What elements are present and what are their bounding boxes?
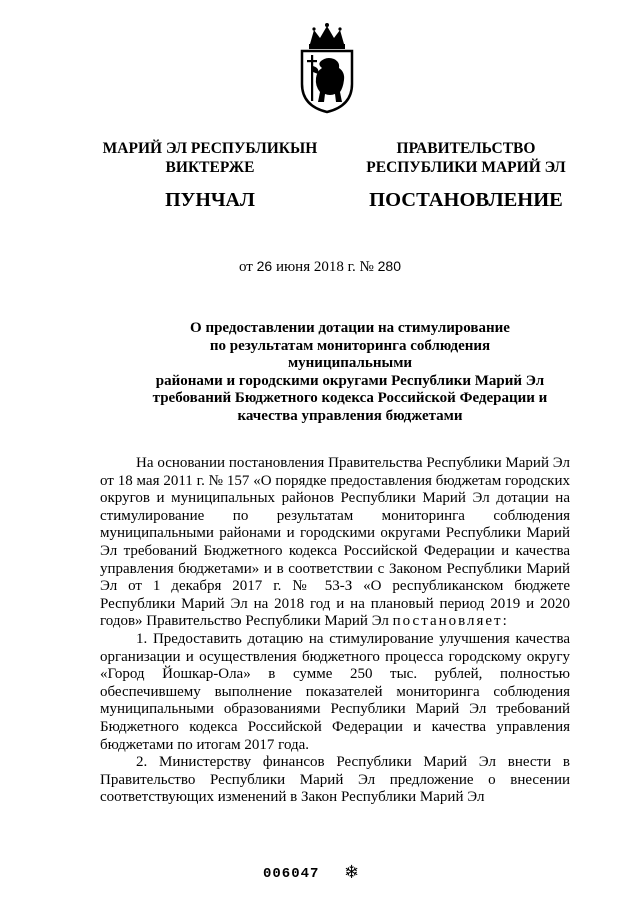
header-right-line2: РЕСПУБЛИКИ МАРИЙ ЭЛ: [366, 159, 566, 176]
header-left-line1: МАРИЙ ЭЛ РЕСПУБЛИКЫН: [102, 140, 318, 157]
title-line: районами и городскими округами Республики Марий Эл: [155, 372, 545, 389]
header-left-block: [96, 139, 324, 212]
snowflake-mark-icon: ❄: [344, 862, 360, 883]
resolution-keyword: постановляет:: [392, 613, 509, 630]
dateline-number: 280: [377, 258, 401, 274]
title-line: требований Бюджетного кодекса Российской Федерации и: [152, 390, 548, 406]
dateline-month-year: июня 2018 г. №: [275, 259, 374, 275]
paragraph-item-2: 2. Министерству финансов Республики Марий Эл внести в Правительство Республики Марий Эл предложение о внесении соответствующих изменений в Закон Республики Марий Эл: [100, 754, 570, 806]
preamble-text: На основании постановления Правительства Республики Марий Эл от 18 мая 2011 г. № 157 «О порядке предоставления бюджетам городских округов и муниципальных районов Республики Марий Эл дотации на стимулирование по результатам мониторинга соблюдения муниципальными районами и городскими округами Республики Марий Эл требований Бюджетного кодекса Российской Федерации и качества управления бюджетами» и в соответствии с Законом Республики Марий Эл от 1 декабря 2017 г. № 53-З «О республиканском бюджете Республики Марий Эл на 2018 год и на плановый период 2019 и 2020 годов» Правительство Республики Марий Эл: [100, 455, 570, 630]
paragraph-item-1: 1. Предоставить дотацию на стимулирование улучшения качества организации и осуществления бюджетного процесса городскому округу «Город Йошкар-Ола» в сумме 250 тыс. рублей, полностью обеспечившему выполнение показателей мониторинга соблюдения муниципальными образованиями Республики Марий Эл требований Бюджетного кодекса Российской Федерации и качества управления бюджетами по итогам 2017 года.: [100, 630, 570, 753]
header-left-line2: ВИКТЕРЖЕ: [165, 159, 255, 176]
paragraph-preamble: [100, 455, 570, 631]
header-left-doc-type: ПУНЧАЛ: [165, 189, 255, 211]
document-dateline: [0, 258, 640, 276]
header-right-block: [356, 139, 576, 212]
dateline-prefix: от: [239, 259, 253, 275]
header-right-doc-type: ПОСТАНОВЛЕНИЕ: [369, 189, 563, 211]
document-body: [100, 455, 570, 807]
document-title: [150, 320, 550, 425]
coat-of-arms-bear-icon: [296, 22, 358, 114]
title-line: по результатам мониторинга соблюдения муниципальными: [209, 337, 491, 371]
title-line: О предоставлении дотации на стимулирование: [190, 320, 510, 336]
dateline-day: 26: [256, 258, 273, 274]
title-line: качества управления бюджетами: [237, 407, 463, 424]
header-right-line1: ПРАВИТЕЛЬСТВО: [396, 140, 536, 157]
serial-number: 006047: [263, 866, 320, 882]
